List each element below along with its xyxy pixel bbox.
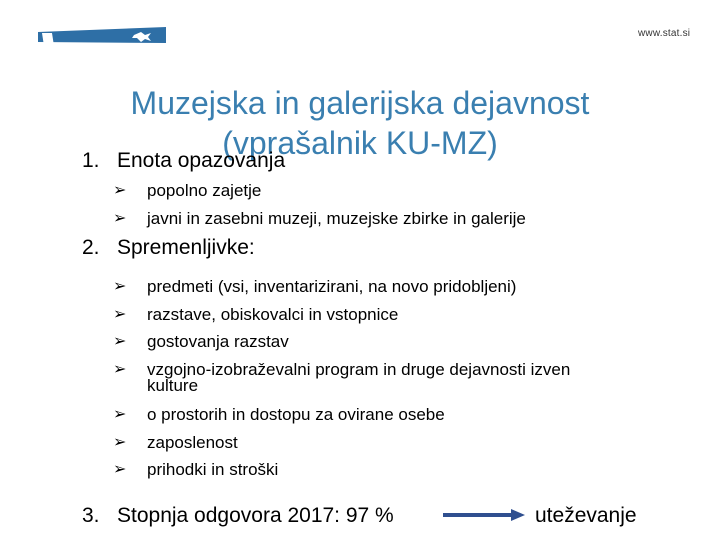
title-line-2: (vprašalnik KU-MZ) [222, 125, 498, 162]
list-item [113, 301, 570, 329]
list-item-text: prihodki in stroški [147, 460, 279, 479]
section-heading-text: Stopnja odgovora 2017: 97 % [117, 504, 394, 527]
list-item-continuation: kulture [147, 376, 199, 395]
section-heading-text: Enota opazovanja [117, 149, 286, 172]
arrow-bullet-icon: ➢ [113, 278, 127, 295]
arrow-bullet-icon: ➢ [113, 182, 127, 199]
section-number: 1. [82, 149, 100, 172]
section-2-list [113, 273, 570, 484]
right-arrow-icon [443, 508, 525, 522]
site-url[interactable]: www.stat.si [638, 28, 691, 39]
section-1-list [113, 177, 526, 232]
list-item [113, 328, 570, 356]
list-item [113, 456, 570, 484]
section-3-result: uteževanje [535, 504, 637, 527]
section-number: 2. [82, 236, 100, 259]
list-item-text: popolno zajetje [147, 181, 262, 200]
section-heading-text: Spremenljivke: [117, 236, 255, 259]
arrow-bullet-icon: ➢ [113, 461, 127, 478]
list-item-text: predmeti (vsi, inventarizirani, na novo pridobljeni) [147, 277, 517, 296]
arrow-bullet-icon: ➢ [113, 305, 127, 323]
section-number: 3. [82, 504, 100, 527]
list-item-text: vzgojno-izobraževalni program in druge dejavnosti izven [147, 359, 571, 379]
list-item-text: javni in zasebni muzeji, muzejske zbirke in galerije [147, 208, 526, 228]
list-item [113, 273, 570, 301]
list-item-text: zaposlenost [147, 432, 238, 452]
arrow-bullet-icon: ➢ [113, 406, 127, 423]
list-item [113, 401, 570, 429]
list-item [113, 205, 526, 233]
list-item [113, 177, 526, 205]
arrow-bullet-icon: ➢ [113, 360, 127, 378]
list-item [113, 356, 570, 402]
section-1-heading [82, 149, 285, 173]
list-item-text: razstave, obiskovalci in vstopnice [147, 304, 399, 324]
list-item-text: gostovanja razstav [147, 332, 289, 351]
arrow-bullet-icon: ➢ [113, 433, 127, 451]
section-3-heading [82, 504, 394, 528]
list-item-text: o prostorih in dostopu za ovirane osebe [147, 405, 445, 424]
arrow-bullet-icon: ➢ [113, 209, 127, 227]
stat-logo-icon [38, 20, 168, 50]
title-line-1: Muzejska in galerijska dejavnost [130, 85, 590, 122]
arrow-bullet-icon: ➢ [113, 333, 127, 350]
list-item [113, 429, 570, 457]
section-2-heading [82, 236, 255, 260]
